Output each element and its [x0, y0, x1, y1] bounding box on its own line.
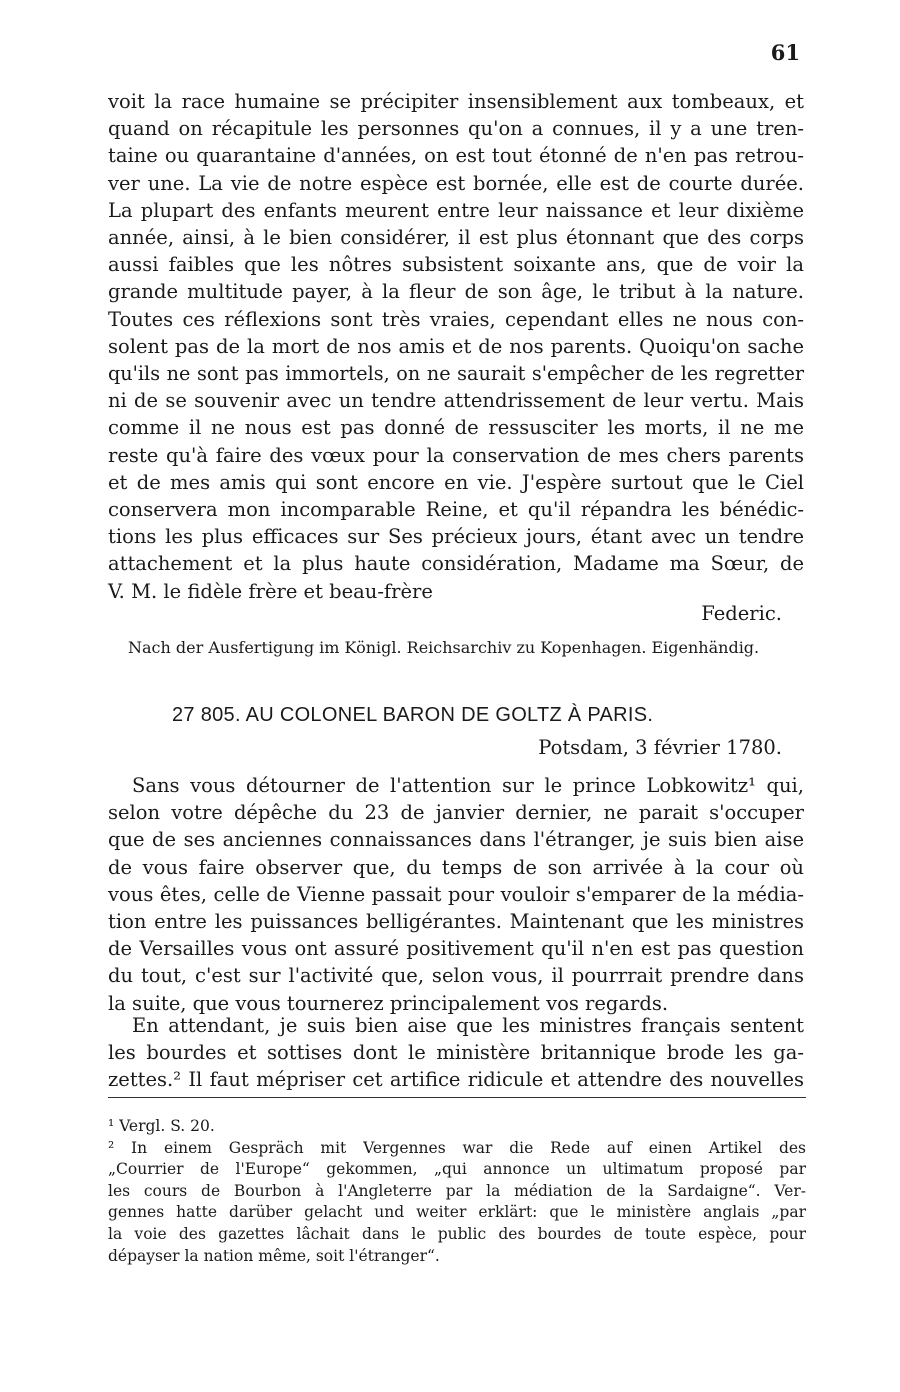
text-line: conservera mon incomparable Reine, et qu'il répandra les bénédic- [108, 498, 804, 522]
footnote-line: dépayser la nation même, soit l'étranger“. [108, 1246, 440, 1265]
footnote-line: „Courrier de l'Europe“ gekommen, „qui annonce un ultimatum proposé par [108, 1160, 806, 1179]
text-line: La plupart des enfants meurent entre leur naissance et leur dixième [108, 198, 804, 222]
text-line: du tout, c'est sur l'activité que, selon vous, il pourrrait prendre dans [108, 964, 804, 988]
text-line: que de ses anciennes connaissances dans l'étranger, je suis bien aise [108, 828, 804, 852]
footnotes [108, 1116, 806, 1267]
footnote-line: la voie des gazettes lâchait dans le public des bourdes de toute espèce, pour [108, 1224, 806, 1243]
text-line: ni de se souvenir avec un tendre attendrissement de leur vertu. Mais [108, 389, 804, 413]
paragraph-letter-body [108, 772, 804, 1017]
text-line: V. M. le fidèle frère et beau-frère [108, 579, 433, 603]
text-line: voit la race humaine se précipiter insensiblement aux tombeaux, et [108, 90, 804, 113]
footnote-line: ¹ Vergl. S. 20. [108, 1117, 215, 1135]
text-line: reste qu'à faire des vœux pour la conservation de mes chers parents [108, 443, 804, 467]
text-line: aussi faibles que les nôtres subsistent soixante ans, que de voir la [108, 253, 804, 277]
footnote-line: ² In einem Gespräch mit Vergennes war die Rede auf einen Artikel des [108, 1138, 806, 1157]
text-line: la suite, que vous tournerez principalement vos regards. [108, 991, 669, 1015]
text-line: comme il ne nous est pas donné de ressusciter les morts, il ne me [108, 416, 804, 440]
text-line: de vous faire observer que, du temps de son arrivée à la cour où [108, 855, 804, 879]
text-line: ver une. La vie de notre espèce est bornée, elle est de courte durée. [108, 171, 804, 195]
footnote-line: gennes hatte darüber gelacht und weiter erklärt: que le ministère anglais „par [108, 1203, 806, 1222]
footnote-divider [108, 1097, 806, 1098]
footnote-line: les cours de Bourbon à l'Angleterre par la médiation de la Sardaigne“. Ver- [108, 1181, 806, 1200]
paragraph-letter-continuation [108, 1012, 804, 1094]
page-number: 61 [770, 40, 800, 65]
text-line: qu'ils ne sont pas immortels, on ne saurait s'empêcher de les regretter [108, 362, 804, 386]
text-line: zettes.² Il faut mépriser cet artifice ridicule et attendre des nouvelles [108, 1068, 804, 1092]
text-line: tions les plus efficaces sur Ses précieux jours, étant avec un tendre [108, 525, 804, 549]
text-line: de Versailles vous ont assuré positivement qu'il n'en est pas question [108, 937, 804, 961]
text-line: quand on récapitule les personnes qu'on a connues, il y a une tren- [108, 117, 804, 141]
paragraph-letter-closing [108, 88, 804, 605]
text-line: taine ou quarantaine d'années, on est tout étonné de n'en pas retrou- [108, 144, 804, 168]
text-line: Sans vous détourner de l'attention sur le prince Lobkowitz¹ qui, [132, 774, 804, 797]
source-note: Nach der Ausfertigung im Königl. Reichsarchiv zu Kopenhagen. Eigenhändig. [128, 638, 760, 657]
text-line: solent pas de la mort de nos amis et de nos parents. Quoiqu'on sache [108, 334, 804, 358]
text-line: les bourdes et sottises dont le ministère britannique brode les ga- [108, 1041, 804, 1065]
text-line: En attendant, je suis bien aise que les ministres français sentent [132, 1014, 804, 1037]
text-line: grande multitude payer, à la fleur de son âge, le tribut à la nature. [108, 280, 804, 304]
text-line: selon votre dépêche du 23 de janvier dernier, ne parait s'occuper [108, 801, 804, 825]
text-line: année, ainsi, à le bien considérer, il est plus étonnant que des corps [108, 226, 804, 250]
text-line: tion entre les puissances belligérantes. Maintenant que les ministres [108, 910, 804, 934]
text-line: Toutes ces réflexions sont très vraies, cependant elles ne nous con- [108, 307, 804, 331]
signature: Federic. [701, 602, 782, 625]
dateline: Potsdam, 3 février 1780. [538, 736, 782, 759]
text-line: et de mes amis qui sont encore en vie. J'espère surtout que le Ciel [108, 470, 804, 494]
letter-heading: 27 805. AU COLONEL BARON DE GOLTZ À PARIS. [172, 704, 654, 726]
text-line: attachement et la plus haute considération, Madame ma Sœur, de [108, 552, 804, 576]
text-line: vous êtes, celle de Vienne passait pour vouloir s'emparer de la média- [108, 882, 804, 906]
